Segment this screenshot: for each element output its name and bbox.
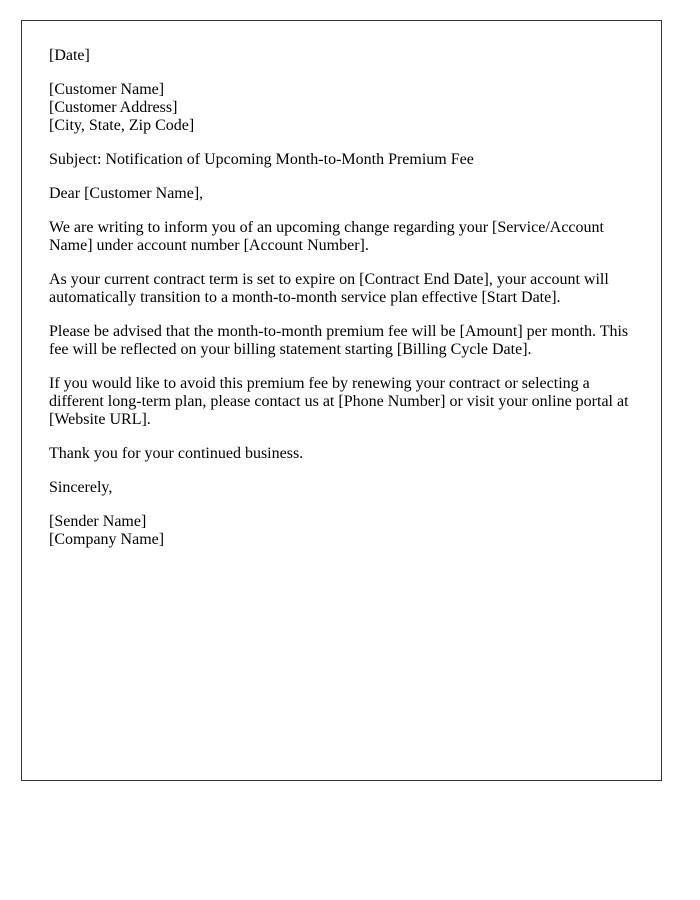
signature-block: [49, 513, 646, 549]
recipient-address: [Customer Address]: [49, 99, 178, 116]
body-paragraph-2: As your current contract term is set to expire on [Contract End Date], your account will automatically transition to a month-to-month service plan effective [Start Date].: [49, 271, 609, 306]
date-line: [Date]: [49, 47, 90, 64]
body-paragraph-3: Please be advised that the month-to-month premium fee will be [Amount] per month. This fee will be reflected on your billing statement starting [Billing Cycle Date].: [49, 323, 629, 358]
letter-document: [21, 20, 662, 781]
subject-line: Subject: Notification of Upcoming Month-to-Month Premium Fee: [49, 151, 474, 168]
sender-name: [Sender Name]: [49, 513, 147, 530]
closing: Sincerely,: [49, 479, 113, 496]
recipient-city-state-zip: [City, State, Zip Code]: [49, 117, 195, 134]
body-paragraph-1: We are writing to inform you of an upcoming change regarding your [Service/Account Name] under account number [Account Number].: [49, 219, 604, 254]
company-name: [Company Name]: [49, 531, 165, 548]
recipient-name: [Customer Name]: [49, 81, 165, 98]
body-paragraph-4: If you would like to avoid this premium fee by renewing your contract or selecting a different long-term plan, please contact us at [Phone Number] or visit your online portal at [Website URL].: [49, 375, 629, 428]
body-paragraph-5: Thank you for your continued business.: [49, 445, 304, 462]
recipient-block: [49, 81, 646, 135]
letter-body: [49, 47, 646, 549]
salutation: Dear [Customer Name],: [49, 185, 204, 202]
